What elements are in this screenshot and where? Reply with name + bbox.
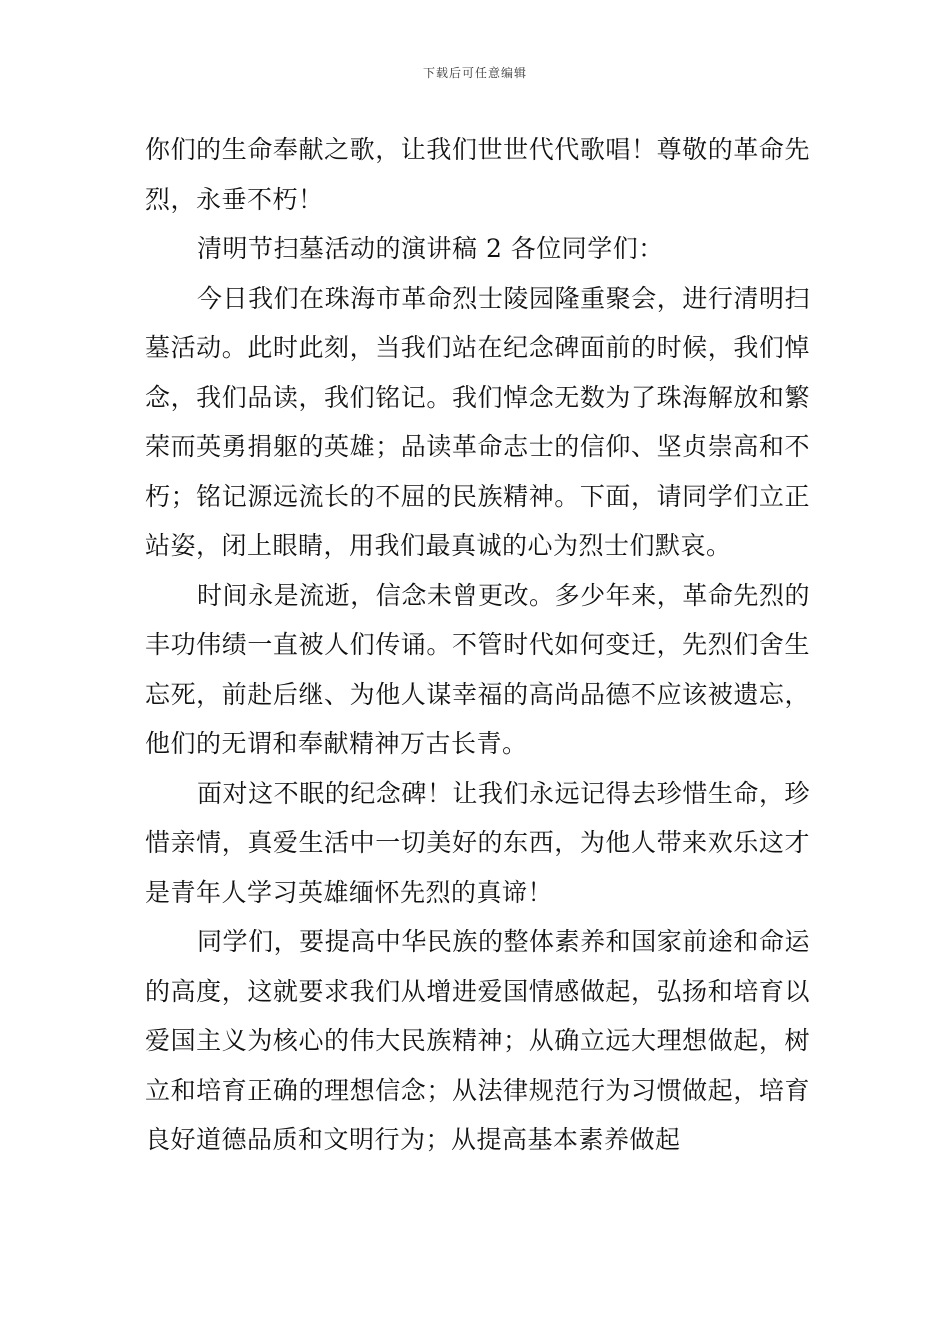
paragraph-6: 同学们，要提高中华民族的整体素养和国家前途和命运的高度，这就要求我们从增进爱国情感做起，弘扬和培育以爱国主义为核心的伟大民族精神；从确立远大理想做起，树立和培育正确的理想信念；从法律规范行为习惯做起，培育良好道德品质和文明行为；从提高基本素养做起 (145, 927, 810, 1154)
paragraph-3: 今日我们在珠海市革命烈士陵园隆重聚会，进行清明扫墓活动。此时此刻，当我们站在纪念碑面前的时候，我们悼念，我们品读，我们铭记。我们悼念无数为了珠海解放和繁荣而英勇捐躯的英雄；品读革命志士的信仰、坚贞崇高和不朽；铭记源远流长的不屈的民族精神。下面，请同学们立正站姿，闭上眼睛，用我们最真诚的心为烈士们默哀。 (145, 283, 810, 560)
paragraph-2: 清明节扫墓活动的演讲稿 2 各位同学们： (197, 234, 664, 263)
paragraph-1: 你们的生命奉献之歌，让我们世世代代歌唱！尊敬的革命先烈，永垂不朽！ (145, 135, 810, 214)
page-header: 下载后可任意编辑 (422, 66, 527, 80)
paragraph-5: 面对这不眠的纪念碑！让我们永远记得去珍惜生命，珍惜亲情，真爱生活中一切美好的东西，为他人带来欢乐这才是青年人学习英雄缅怀先烈的真谛！ (145, 778, 810, 907)
document-body (145, 125, 810, 1165)
paragraph-4: 时间永是流逝，信念未曾更改。多少年来，革命先烈的丰功伟绩一直被人们传诵。不管时代如何变迁，先烈们舍生忘死，前赴后继、为他人谋幸福的高尚品德不应该被遗忘，他们的无谓和奉献精神万古长青。 (145, 580, 810, 758)
